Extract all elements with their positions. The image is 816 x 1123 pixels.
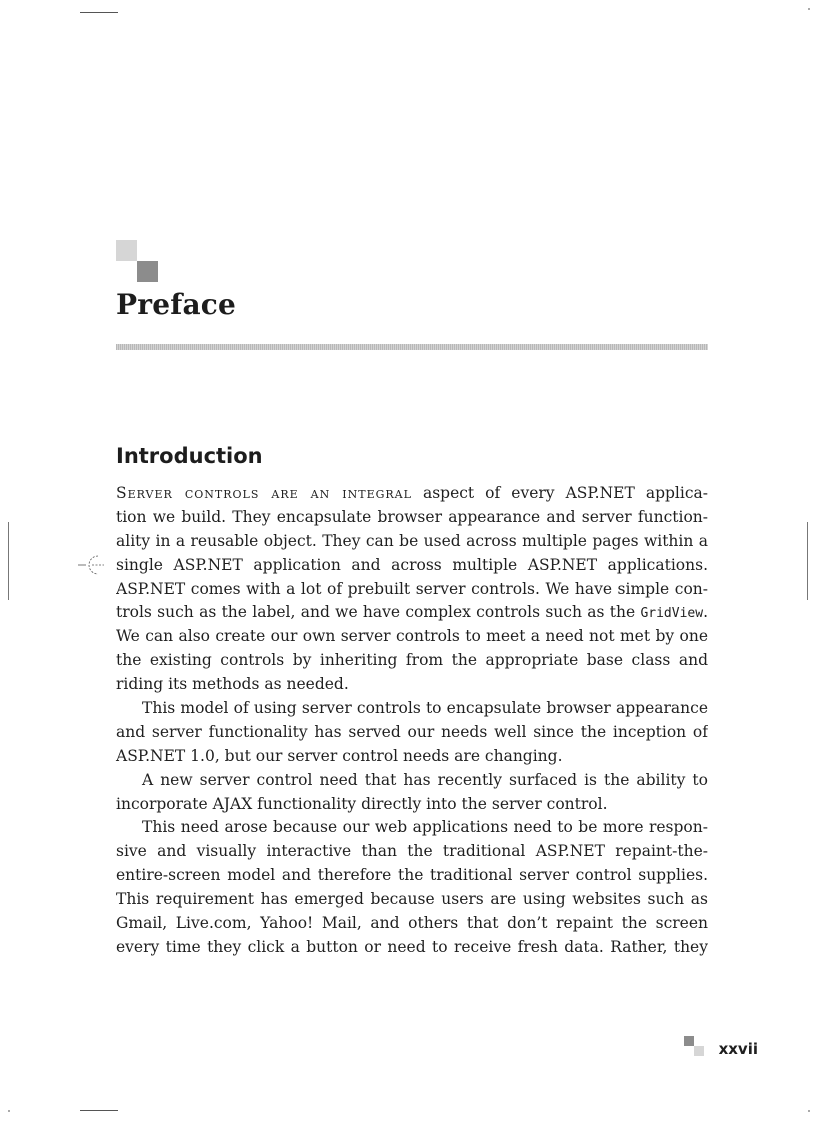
line-text: every time they click a button or need to receive fresh data. Rather, they [116,937,708,956]
line-text: Gmail, Live.com, Yahoo! Mail, and others that don’t repaint the screen [116,914,708,933]
body-line [116,649,708,673]
line-text: This requirement has emerged because users are using websites such as [116,890,708,909]
line-text: This model of using server controls to encapsulate browser appearance [142,699,708,718]
crop-mark-left [8,522,9,600]
body-line [116,745,708,769]
line-text: ality in a reusable object. They can be used across multiple pages within a [116,531,708,550]
body-line [116,936,708,960]
page-number: xxvii [718,1040,758,1058]
chapter-ornament-dark-square [137,261,158,282]
line-text: riding its methods as needed. [116,675,349,694]
corner-tick [8,1110,10,1112]
chapter-title: Preface [116,288,237,321]
line-text: entire-screen model and therefore the traditional server control supplies. [116,866,708,885]
crop-mark-top [80,12,118,13]
line-text: incorporate AJAX functionality directly into the server control. [116,794,608,813]
line-text: ASP.NET 1.0, but our server control needs are changing. [116,746,563,765]
inline-code: GridView [640,606,704,622]
body-line [116,554,708,578]
chapter-title-rule [116,344,708,350]
body-line [116,888,708,912]
body-line [116,864,708,888]
folio-ornament-dark-square [684,1036,694,1046]
line-text: single ASP.NET application and across multiple ASP.NET applications. [116,555,708,574]
line-text: aspect of every ASP.NET applica- [411,484,708,502]
registration-mark-icon [78,552,104,578]
line-text: A new server control need that has recently surfaced is the ability to [142,770,708,789]
crop-mark-bottom [80,1110,118,1111]
body-line [116,578,708,602]
line-text: the existing controls by inheriting from the appropriate base class and [116,651,708,670]
body-line [116,769,708,793]
body-line [116,697,708,721]
body-line [116,721,708,745]
body-line [116,816,708,840]
body-line [116,601,708,625]
body-line [116,506,708,530]
body-line [116,482,708,506]
corner-tick [808,8,810,10]
body-line [116,530,708,554]
body-line [116,793,708,817]
body-text [116,482,708,960]
chapter-ornament-light-square [116,240,137,261]
body-line [116,625,708,649]
crop-mark-right [807,522,808,600]
line-text: ASP.NET comes with a lot of prebuilt server controls. We have simple con- [116,579,708,598]
section-heading: Introduction [116,444,263,468]
line-text: We can also create our own server controls to meet a need not met by one [116,627,708,646]
line-text: sive and visually interactive than the traditional ASP.NET repaint-the- [116,842,708,861]
small-caps-lead-in: Server controls are an integral [116,484,412,502]
line-text: This need arose because our web applications need to be more respon- [142,818,708,837]
body-line [116,673,708,697]
corner-tick [808,1110,810,1112]
body-line [116,912,708,936]
line-text: trols such as the label, and we have complex controls such as the [116,603,641,622]
line-text: tion we build. They encapsulate browser appearance and server function- [116,507,708,526]
line-text: and server functionality has served our needs well since the inception of [116,722,708,741]
body-line [116,840,708,864]
line-text: . [703,603,708,622]
folio-ornament-light-square [694,1046,704,1056]
